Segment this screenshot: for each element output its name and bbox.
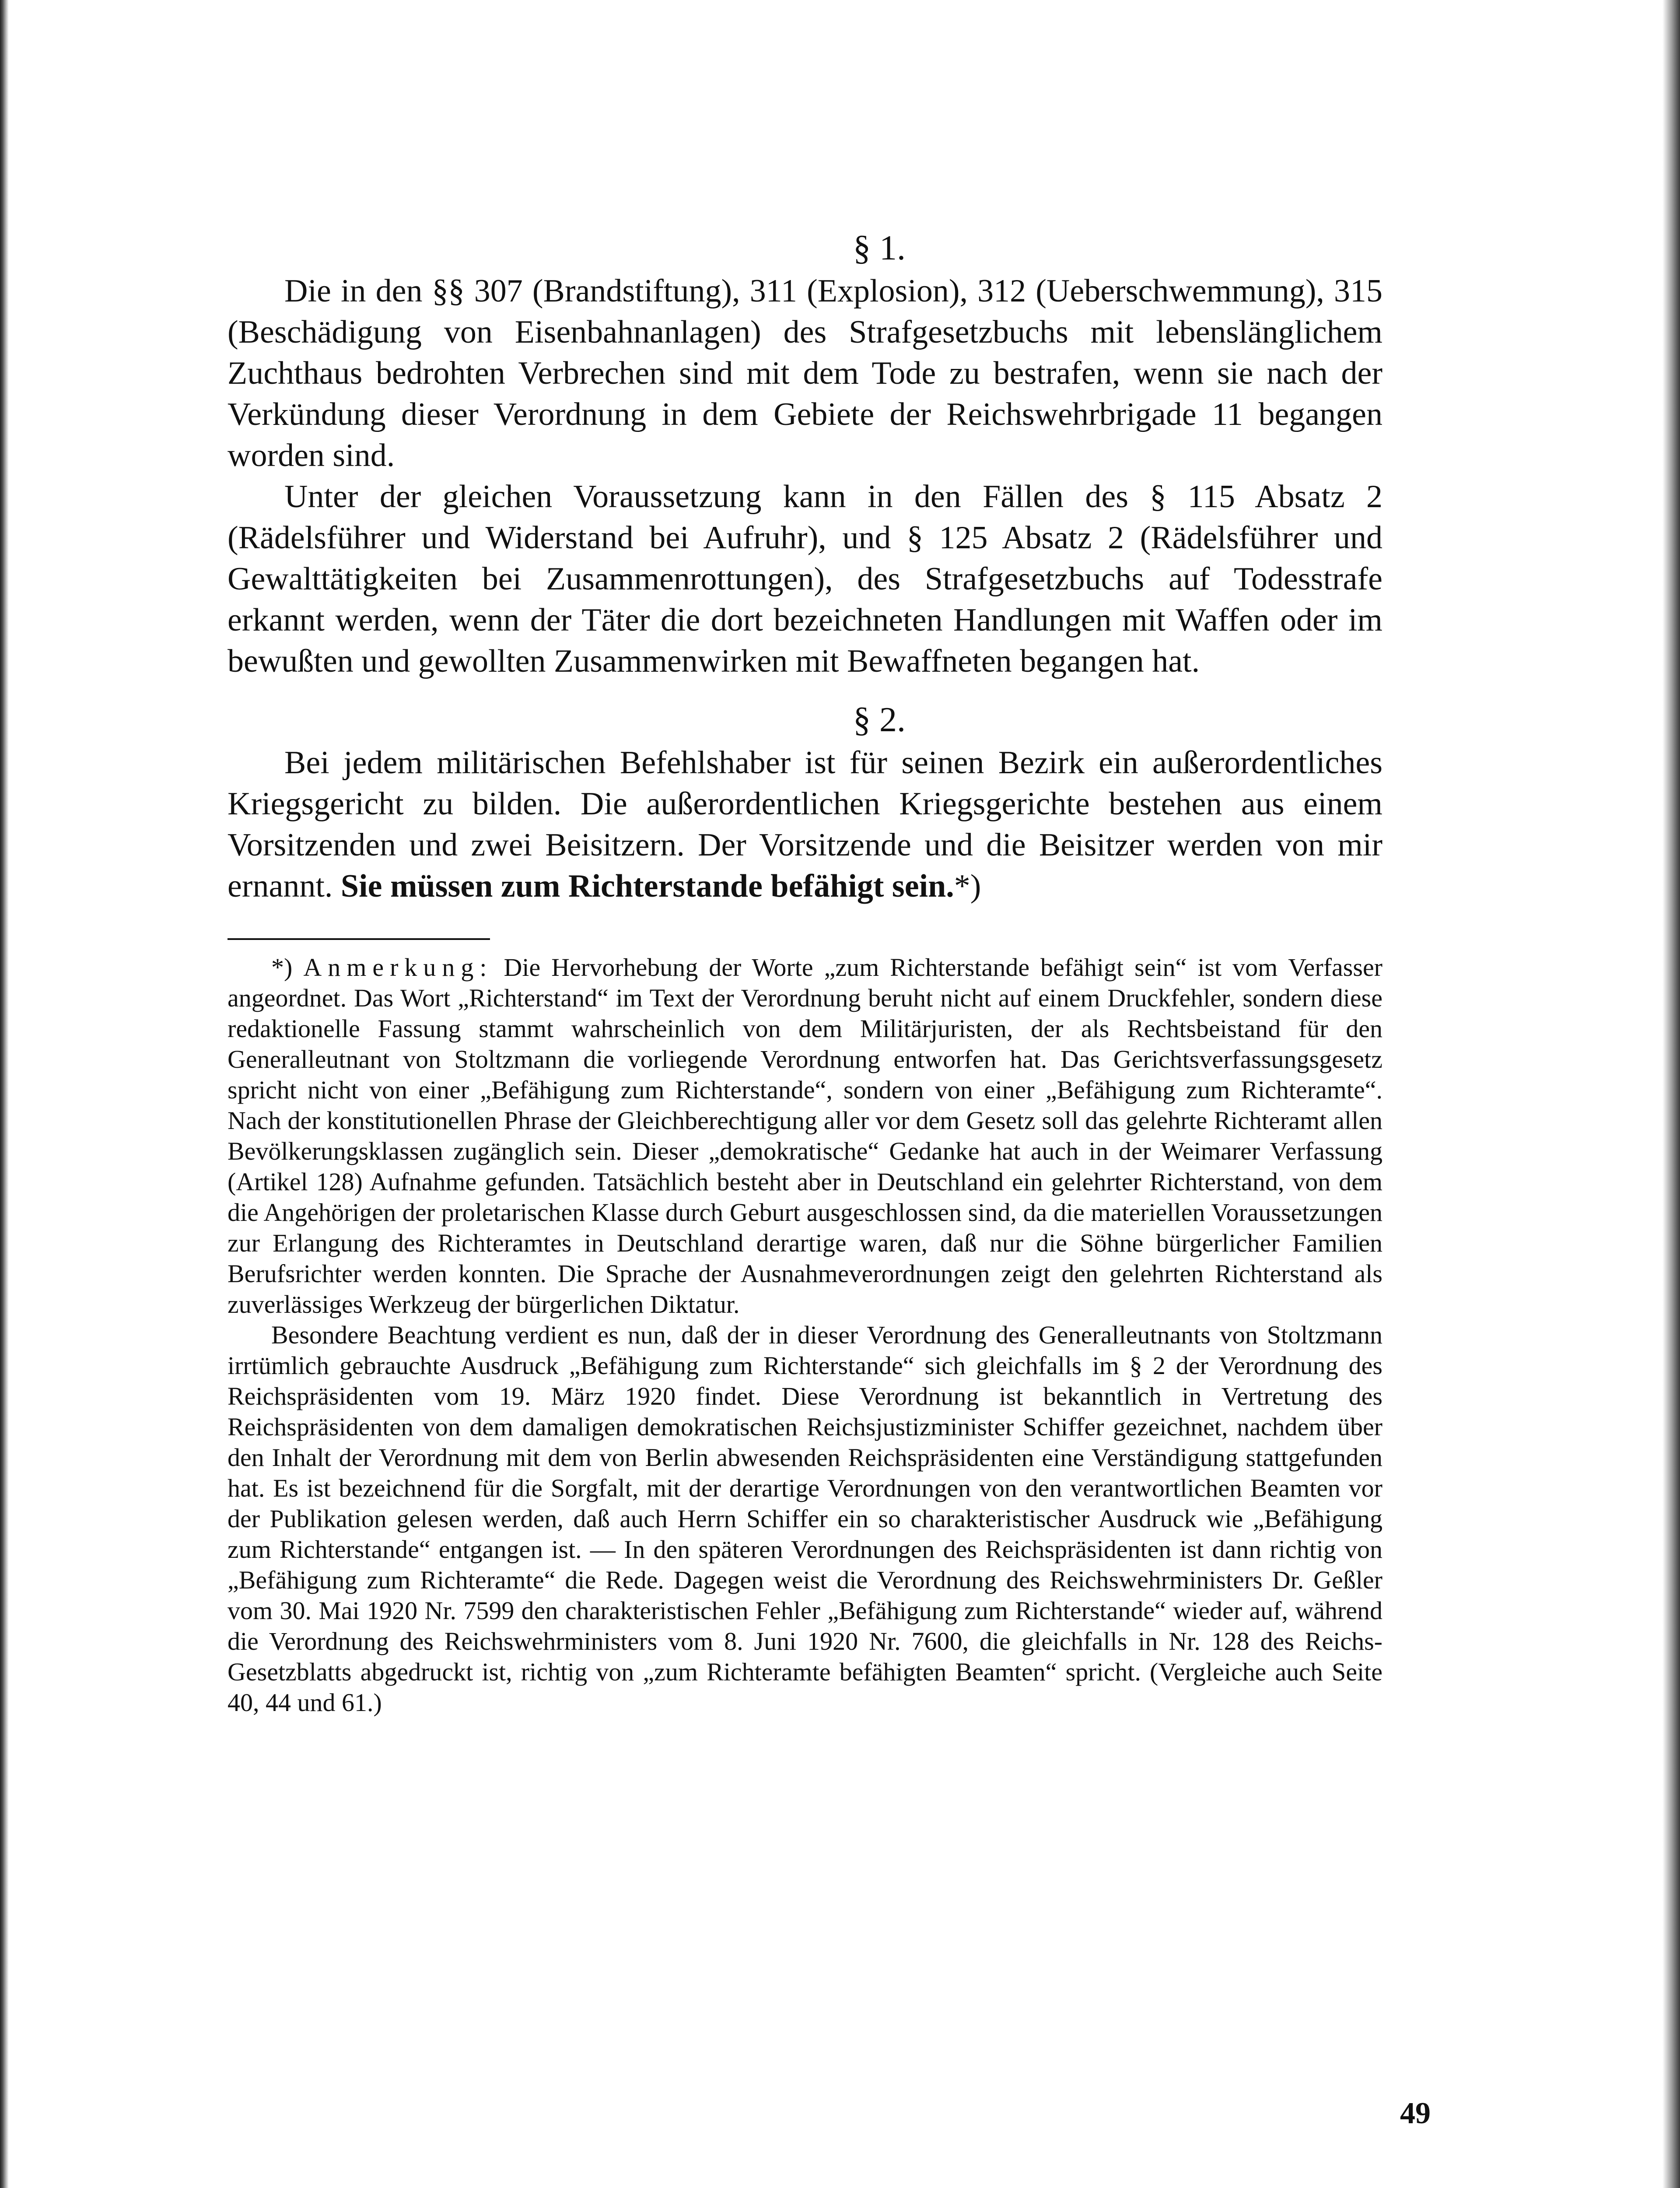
footnote-text: Die Hervorhebung der Worte „zum Richterstande befähigt sein“ ist vom Verfasser angeordnet. Das Wort „Richterstand“ im Text der Verordnung beruht nicht auf einem Druckfehler, sondern diese redaktionelle Fassung stammt wahrscheinlich von dem Militärjuristen, der als Rechtsbeistand für den Generalleutnant von Stoltzmann die vorliegende Verordnung entworfen hat. Das Gerichtsverfassungsgesetz spricht nicht von einer „Befähigung zum Richterstande“, sondern von einer „Befähigung zum Richteramte“. Nach der konstitutionellen Phrase der Gleichberechtigung aller vor dem Gesetz soll das gelehrte Richteramt allen Bevölkerungsklassen zugänglich sein. Dieser „demokratische“ Gedanke hat auch in der Weimarer Verfassung (Artikel 128) Aufnahme gefunden. Tatsächlich besteht aber in Deutschland ein gelehrter Richterstand, von dem die Angehörigen der proletarischen Klasse durch Geburt ausgeschlossen sind, da die materiellen Voraussetzungen zur Erlangung des Richteramtes in Deutschland derartige waren, daß nur die Söhne bürgerlicher Familien Berufsrichter werden konnten. Die Sprache der Ausnahmeverordnungen zeigt den gelehrten Richterstand als zuverlässiges Werkzeug der bürgerlichen Diktatur.	[228, 953, 1382, 1318]
section-heading: § 2.	[853, 701, 906, 739]
paragraph-text: Bei jedem militärischen Befehlshaber ist für seinen Bezirk ein außerordentliches Kriegsgericht zu bilden. Die außerordentlichen Kriegsgerichte bestehen aus einem Vorsitzenden und zwei Beisitzern. Der Vorsitzende und die Beisitzer werden von mir ernannt.	[228, 745, 1382, 904]
paragraph-text: Die in den §§ 307 (Brandstiftung), 311 (Explosion), 312 (Ueberschwemmung), 315 (Beschädigung von Eisenbahnanlagen) des Strafgesetzbuchs mit lebenslänglichem Zuchthaus bedrohten Verbrechen sind mit dem Tode zu bestrafen, wenn sie nach der Verkündung dieser Verordnung in dem Gebiete der Reichswehrbrigade 11 begangen worden sind.	[228, 273, 1382, 473]
section-paragraph	[228, 742, 1382, 907]
footnote-label: Anmerkung:	[303, 953, 493, 982]
footnote-paragraph	[228, 952, 1382, 1320]
footnote-paragraph	[228, 1320, 1382, 1718]
scan-left-edge	[0, 0, 9, 2188]
scan-right-edge	[1662, 0, 1680, 2188]
section-1	[228, 228, 1382, 682]
footnote-marker: *)	[271, 953, 293, 982]
paragraph-text: Unter der gleichen Voraussetzung kann in den Fällen des § 115 Absatz 2 (Rädelsführer und Widerstand bei Aufruhr), und § 125 Absatz 2 (Rädelsführer und Gewalttätigkeiten bei Zusammenrottungen), des Strafgesetzbuchs auf Todesstrafe erkannt werden, wenn der Täter die dort bezeichneten Handlungen mit Waffen oder im bewußten und gewollten Zusammenwirken mit Bewaffneten begangen hat.	[228, 479, 1382, 679]
footnote-divider	[228, 938, 490, 940]
footnote	[228, 952, 1382, 1718]
section-heading: § 1.	[853, 229, 906, 267]
emphasized-text: Sie müssen zum Richterstande befähigt sein.	[340, 868, 954, 904]
section-2	[228, 699, 1382, 907]
page-body	[228, 228, 1382, 1718]
section-paragraph	[228, 270, 1382, 476]
section-paragraph	[228, 476, 1382, 682]
page-number: 49	[1400, 2097, 1431, 2130]
footnote-reference: *)	[954, 868, 981, 904]
footnote-text: Besondere Beachtung verdient es nun, daß der in dieser Verordnung des Generalleutnants von Stoltzmann irrtümlich gebrauchte Ausdruck „Befähigung zum Richterstande“ sich gleichfalls im § 2 der Verordnung des Reichspräsidenten vom 19. März 1920 findet. Diese Verordnung ist bekanntlich in Vertretung des Reichspräsidenten von dem damaligen demokratischen Reichsjustizminister Schiffer gezeichnet, nachdem über den Inhalt der Verordnung mit dem von Berlin abwesenden Reichspräsidenten eine Verständigung stattgefunden hat. Es ist bezeichnend für die Sorgfalt, mit der derartige Verordnungen von den verantwortlichen Beamten vor der Publikation gelesen werden, daß auch Herrn Schiffer ein so charakteristischer Ausdruck wie „Befähigung zum Richterstande“ entgangen ist. — In den späteren Verordnungen des Reichspräsidenten ist dann richtig von „Befähigung zum Richteramte“ die Rede. Dagegen weist die Verordnung des Reichswehrministers Dr. Geßler vom 30. Mai 1920 Nr. 7599 den charakteristischen Fehler „Befähigung zum Richterstande“ wieder auf, während die Verordnung des Reichswehrministers vom 8. Juni 1920 Nr. 7600, die gleichfalls in Nr. 128 des Reichs-Gesetzblatts abgedruckt ist, richtig von „zum Richteramte befähigten Beamten“ spricht. (Vergleiche auch Seite 40, 44 und 61.)	[228, 1321, 1382, 1717]
